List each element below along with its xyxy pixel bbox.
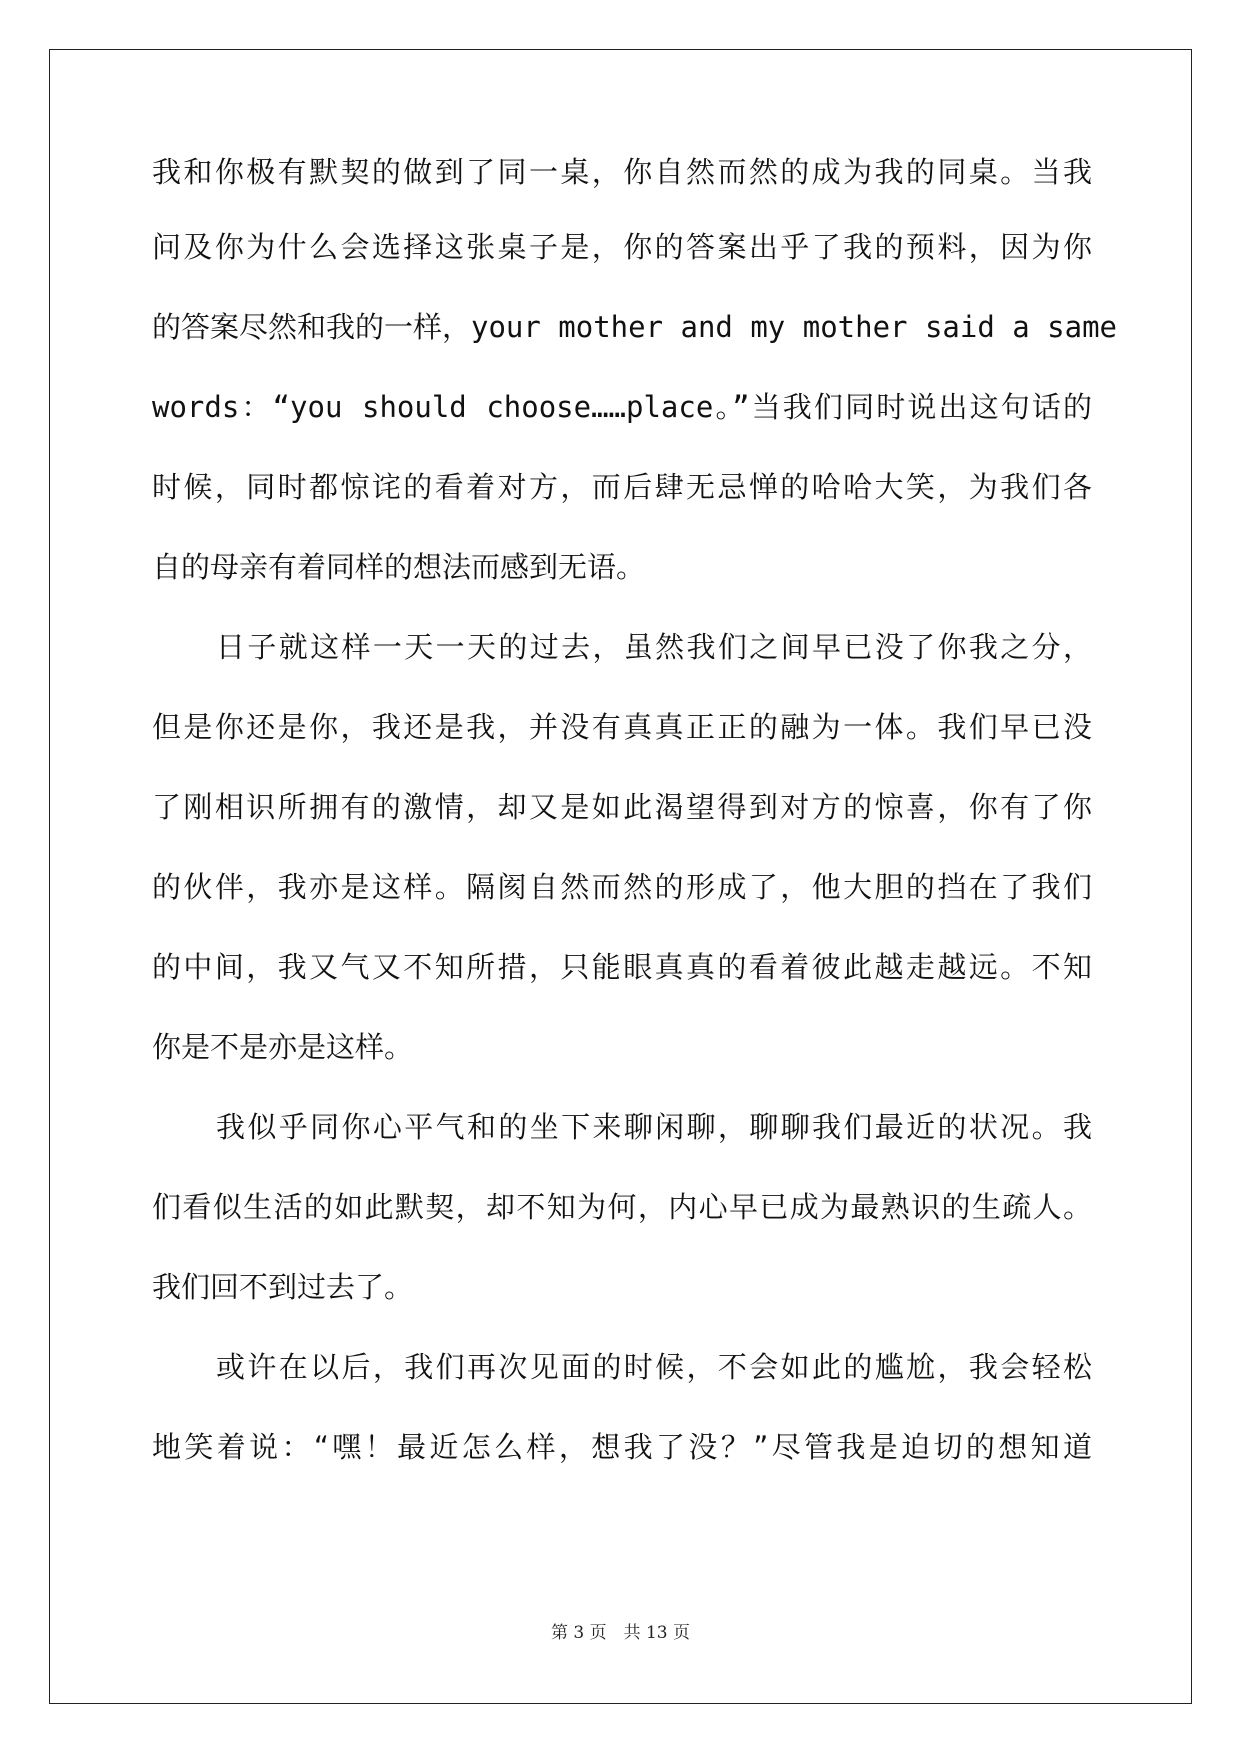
paragraph-line: 但是你还是你，我还是我，并没有真真正正的融为一体。我们早已没 <box>152 710 1092 744</box>
paragraph-line: 问及你为什么会选择这张桌子是，你的答案出乎了我的预料，因为你 <box>152 230 1092 264</box>
paragraph-line: words：“you should choose……place。”当我们同时说出这句话的 <box>152 390 1092 424</box>
paragraph-line: 的伙伴，我亦是这样。隔阂自然而然的形成了，他大胆的挡在了我们 <box>152 870 1092 904</box>
paragraph-line: 时候，同时都惊诧的看着对方，而后肆无忌惮的哈哈大笑，为我们各 <box>152 470 1092 504</box>
paragraph-line: 了刚相识所拥有的激情，却又是如此渴望得到对方的惊喜，你有了你 <box>152 790 1092 824</box>
paragraph-line: 我和你极有默契的做到了同一桌，你自然而然的成为我的同桌。当我 <box>152 155 1092 189</box>
paragraph-line: 日子就这样一天一天的过去，虽然我们之间早已没了你我之分， <box>216 630 1092 664</box>
paragraph-line: 们看似生活的如此默契，却不知为何，内心早已成为最熟识的生疏人。 <box>152 1190 1092 1224</box>
paragraph-line: 自的母亲有着同样的想法而感到无语。 <box>152 550 646 584</box>
paragraph-line: 的答案尽然和我的一样，your mother and my mother said a same <box>152 310 1118 344</box>
paragraph-line: 我们回不到过去了。 <box>152 1270 414 1304</box>
paragraph-line: 我似乎同你心平气和的坐下来聊闲聊，聊聊我们最近的状况。我 <box>216 1110 1092 1144</box>
paragraph-line: 地笑着说：“嘿！最近怎么样，想我了没？”尽管我是迫切的想知道 <box>152 1430 1092 1464</box>
page-number-footer: 第 3 页 共 13 页 <box>550 1623 691 1643</box>
paragraph-line: 的中间，我又气又不知所措，只能眼真真的看着彼此越走越远。不知 <box>152 950 1092 984</box>
paragraph-line: 或许在以后，我们再次见面的时候，不会如此的尴尬，我会轻松 <box>216 1350 1092 1384</box>
paragraph-line: 你是不是亦是这样。 <box>152 1030 414 1064</box>
